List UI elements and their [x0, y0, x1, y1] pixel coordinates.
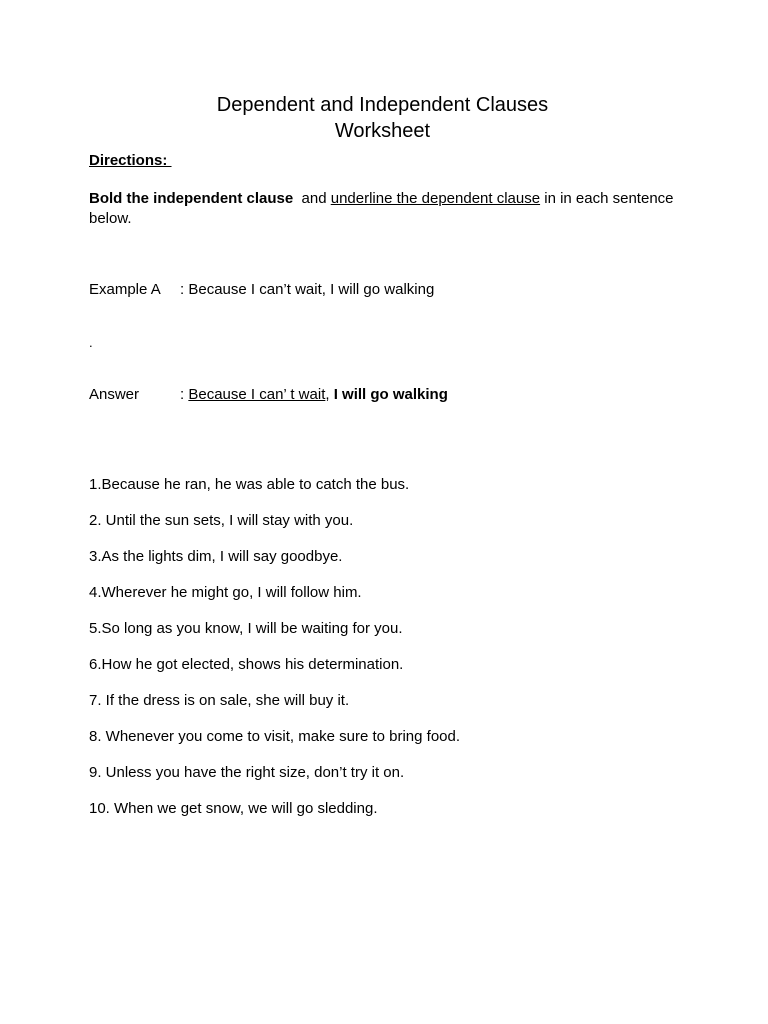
sentence-item-3: 3.As the lights dim, I will say goodbye. — [89, 547, 343, 565]
instruction-mid-part: and — [293, 190, 331, 207]
example-label: Example A — [89, 281, 161, 298]
sentence-item-8: 8. Whenever you come to visit, make sure to bring food. — [89, 727, 461, 745]
sentence-list — [89, 476, 676, 817]
sentence-item-1: 1.Because he ran, he was able to catch the bus. — [89, 475, 410, 493]
instruction-tail-part: in in each sentence below. — [89, 190, 678, 227]
sentence-item-6: 6.How he got elected, shows his determination. — [89, 655, 404, 673]
example-text: Because I can’t wait, I will go walking — [188, 281, 435, 298]
instruction-text — [89, 189, 676, 229]
instruction-underlined-part: underline the dependent clause — [330, 190, 541, 207]
answer-mid: , — [325, 386, 334, 403]
sentence-item-9: 9. Unless you have the right size, don’t try it on. — [89, 763, 405, 781]
answer-bold-clause: I will go walking — [333, 386, 448, 403]
answer-underlined-clause: Because I can’ t wait — [188, 386, 326, 403]
directions-heading: Directions: — [89, 152, 172, 169]
sentence-item-7: 7. If the dress is on sale, she will buy it. — [89, 691, 350, 709]
stray-period: . — [89, 334, 93, 350]
page-title — [89, 92, 676, 144]
instruction-bold-part: Bold the independent clause — [89, 190, 294, 207]
sentence-item-2: 2. Until the sun sets, I will stay with you. — [89, 511, 354, 529]
title-line-2: Worksheet — [334, 120, 431, 142]
answer-label: Answer — [89, 386, 140, 403]
sentence-item-5: 5.So long as you know, I will be waiting for you. — [89, 619, 403, 637]
answer-colon: : — [180, 386, 189, 403]
example-row — [89, 281, 676, 299]
title-line-1: Dependent and Independent Clauses — [216, 94, 549, 116]
example-block — [89, 246, 676, 439]
sentence-item-10: 10. When we get snow, we will go sledding. — [89, 799, 378, 817]
sentence-item-4: 4.Wherever he might go, I will follow him. — [89, 583, 362, 601]
example-colon: : — [180, 281, 189, 298]
answer-row — [89, 386, 676, 404]
